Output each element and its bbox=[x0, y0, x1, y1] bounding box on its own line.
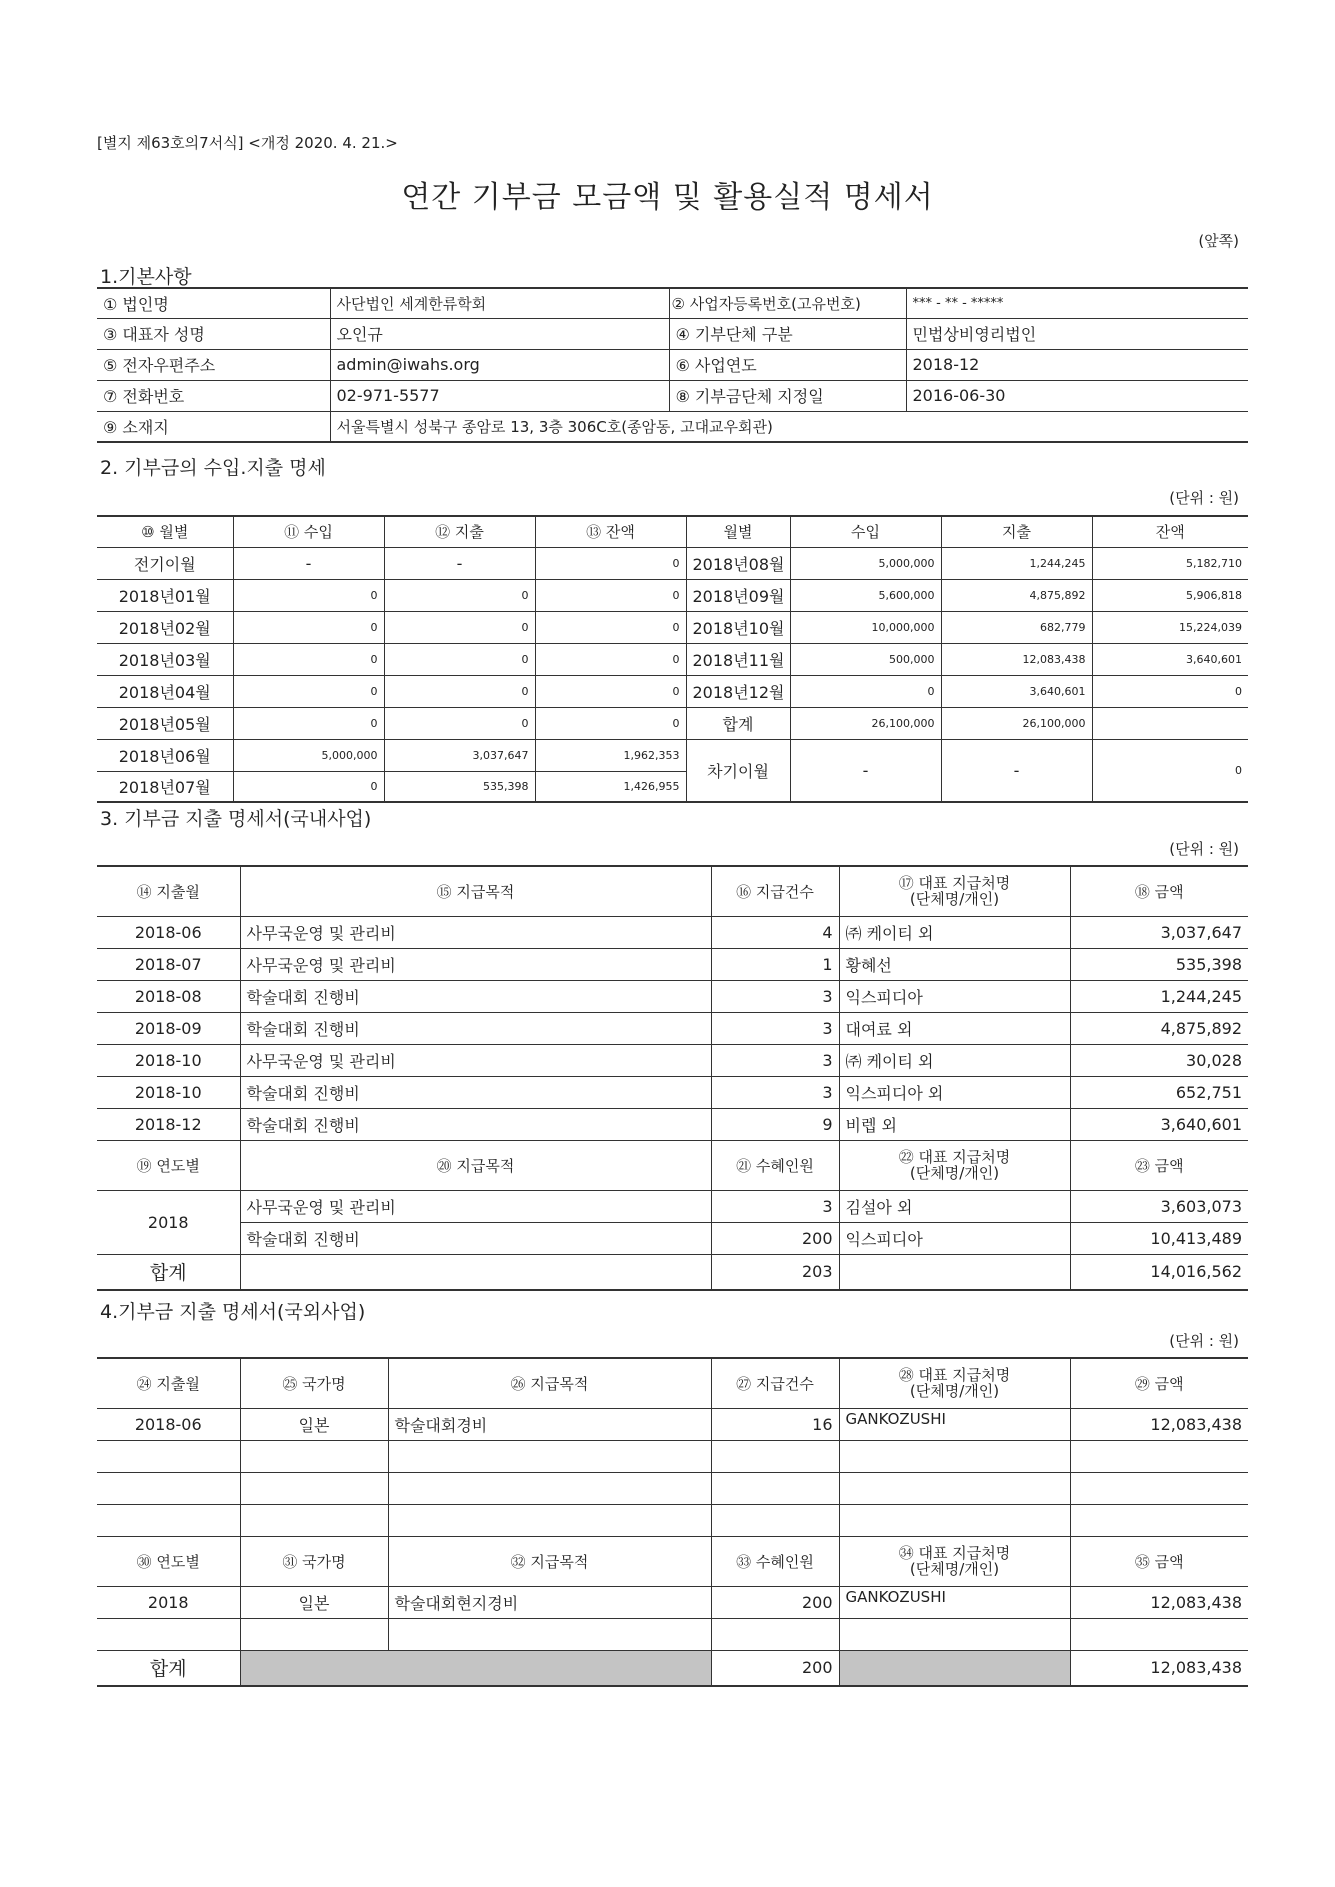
amount-cell: 30,028 bbox=[1070, 1044, 1248, 1076]
month-cell: 전기이월 bbox=[97, 547, 233, 579]
total-label: 합계 bbox=[97, 1650, 240, 1686]
expense-month-cell: 2018-06 bbox=[97, 916, 240, 948]
header-income: ⑪ 수입 bbox=[233, 516, 384, 547]
income-row bbox=[97, 739, 1248, 771]
empty-cell bbox=[839, 1472, 1070, 1504]
total-empty-cell bbox=[839, 1254, 1070, 1290]
header-purpose-year: ㉜ 지급목적 bbox=[388, 1536, 711, 1586]
month-cell: 2018년11월 bbox=[686, 643, 790, 675]
total-label: 합계 bbox=[97, 1254, 240, 1290]
empty-cell bbox=[711, 1440, 839, 1472]
payee-cell: 황혜선 bbox=[839, 948, 1070, 980]
month-cell: 2018년12월 bbox=[686, 675, 790, 707]
domestic-row bbox=[97, 1044, 1248, 1076]
header-balance: ⑬ 잔액 bbox=[535, 516, 686, 547]
basic-row bbox=[97, 411, 1248, 442]
header-month: ⑩ 월별 bbox=[97, 516, 233, 547]
domestic-unit: (단위 : 원) bbox=[1169, 840, 1239, 858]
country-cell: 일본 bbox=[240, 1586, 388, 1618]
header-expense-2: 지출 bbox=[941, 516, 1092, 547]
income-row bbox=[97, 611, 1248, 643]
amount-cell: 3,603,073 bbox=[1070, 1190, 1248, 1222]
header-payee-year bbox=[839, 1536, 1070, 1586]
total-beneficiaries: 200 bbox=[711, 1650, 839, 1686]
total-shaded-cell bbox=[240, 1650, 711, 1686]
empty-cell bbox=[240, 1472, 388, 1504]
balance-cell: 5,182,710 bbox=[1092, 547, 1248, 579]
label-designation-date: ⑧ 기부금단체 지정일 bbox=[669, 380, 906, 411]
domestic-row bbox=[97, 1076, 1248, 1108]
foreign-total-row bbox=[97, 1650, 1248, 1686]
domestic-row bbox=[97, 916, 1248, 948]
header-payee-line2: (단체명/개인) bbox=[909, 890, 1000, 909]
foreign-empty-row bbox=[97, 1472, 1248, 1504]
expense-cell: 3,640,601 bbox=[941, 675, 1092, 707]
label-representative: ③ 대표자 성명 bbox=[97, 318, 330, 349]
month-cell: 2018년07월 bbox=[97, 771, 233, 802]
payee-cell: 비렙 외 bbox=[839, 1108, 1070, 1140]
header-income-2: 수입 bbox=[790, 516, 941, 547]
income-row bbox=[97, 707, 1248, 739]
header-count: ㉗ 지급건수 bbox=[711, 1358, 839, 1408]
income-cell: 5,000,000 bbox=[790, 547, 941, 579]
empty-cell bbox=[388, 1618, 711, 1650]
domestic-row bbox=[97, 1108, 1248, 1140]
basic-row bbox=[97, 288, 1248, 318]
empty-cell bbox=[711, 1618, 839, 1650]
income-cell: 0 bbox=[233, 579, 384, 611]
balance-cell: 3,640,601 bbox=[1092, 643, 1248, 675]
expense-cell: 535,398 bbox=[384, 771, 535, 802]
total-amount: 12,083,438 bbox=[1070, 1650, 1248, 1686]
payee-cell: ㈜ 케이티 외 bbox=[839, 1044, 1070, 1076]
header-year: ⑲ 연도별 bbox=[97, 1140, 240, 1190]
section-basic-title: 1.기본사항 bbox=[100, 266, 192, 288]
header-month-2: 월별 bbox=[686, 516, 790, 547]
balance-total-cell bbox=[1092, 707, 1248, 739]
count-cell: 9 bbox=[711, 1108, 839, 1140]
header-amount: ㉙ 금액 bbox=[1070, 1358, 1248, 1408]
income-cell: 5,600,000 bbox=[790, 579, 941, 611]
label-donor-type: ④ 기부단체 구분 bbox=[669, 318, 906, 349]
income-cell: 0 bbox=[233, 707, 384, 739]
month-cell: 2018년08월 bbox=[686, 547, 790, 579]
header-amount-year: ㉓ 금액 bbox=[1070, 1140, 1248, 1190]
foreign-header-row bbox=[97, 1358, 1248, 1408]
domestic-header-row bbox=[97, 866, 1248, 916]
count-cell: 3 bbox=[711, 1044, 839, 1076]
income-table bbox=[97, 515, 1248, 803]
balance-cell: 0 bbox=[535, 643, 686, 675]
income-cell: 10,000,000 bbox=[790, 611, 941, 643]
header-payee-year-line2: (단체명/개인) bbox=[909, 1164, 1000, 1182]
amount-cell: 652,751 bbox=[1070, 1076, 1248, 1108]
expense-cell: 3,037,647 bbox=[384, 739, 535, 771]
value-representative: 오인규 bbox=[330, 318, 669, 349]
expense-month-cell: 2018-12 bbox=[97, 1108, 240, 1140]
empty-cell bbox=[839, 1618, 1070, 1650]
empty-cell bbox=[711, 1472, 839, 1504]
section-income-title: 2. 기부금의 수입.지출 명세 bbox=[100, 457, 326, 479]
expense-total-cell: 26,100,000 bbox=[941, 707, 1092, 739]
month-cell: 2018년01월 bbox=[97, 579, 233, 611]
header-count: ⑯ 지급건수 bbox=[711, 866, 839, 916]
header-payee-year-line1: ㉞ 대표 지급처명 bbox=[898, 1544, 1011, 1562]
count-cell: 3 bbox=[711, 1012, 839, 1044]
beneficiaries-cell: 200 bbox=[711, 1586, 839, 1618]
total-label-cell: 합계 bbox=[686, 707, 790, 739]
count-cell: 4 bbox=[711, 916, 839, 948]
income-cell: - bbox=[233, 547, 384, 579]
carry-forward-label: 차기이월 bbox=[686, 739, 790, 802]
month-cell: 2018년05월 bbox=[97, 707, 233, 739]
income-total-cell: 26,100,000 bbox=[790, 707, 941, 739]
amount-cell: 1,244,245 bbox=[1070, 980, 1248, 1012]
payee-cell: 익스피디아 bbox=[839, 1222, 1070, 1254]
value-email: admin@iwahs.org bbox=[330, 349, 669, 380]
foreign-empty-row bbox=[97, 1618, 1248, 1650]
income-cell: 5,000,000 bbox=[233, 739, 384, 771]
domestic-row bbox=[97, 948, 1248, 980]
label-corp-name: ① 법인명 bbox=[97, 288, 330, 318]
amount-cell: 535,398 bbox=[1070, 948, 1248, 980]
count-cell: 1 bbox=[711, 948, 839, 980]
header-amount: ⑱ 금액 bbox=[1070, 866, 1248, 916]
value-fiscal-year: 2018-12 bbox=[906, 349, 1248, 380]
empty-cell bbox=[97, 1472, 240, 1504]
empty-cell bbox=[711, 1504, 839, 1536]
expense-cell: 1,244,245 bbox=[941, 547, 1092, 579]
amount-cell: 10,413,489 bbox=[1070, 1222, 1248, 1254]
payee-cell: 익스피디아 bbox=[839, 980, 1070, 1012]
header-expense-month: ㉔ 지출월 bbox=[97, 1358, 240, 1408]
foreign-unit: (단위 : 원) bbox=[1169, 1332, 1239, 1350]
header-payee-line2: (단체명/개인) bbox=[909, 1382, 1000, 1401]
payee-cell: ㈜ 케이티 외 bbox=[839, 916, 1070, 948]
purpose-cell: 사무국운영 및 관리비 bbox=[240, 1044, 711, 1076]
income-row bbox=[97, 579, 1248, 611]
section-domestic-title: 3. 기부금 지출 명세서(국내사업) bbox=[100, 808, 372, 830]
empty-cell bbox=[1070, 1618, 1248, 1650]
empty-cell bbox=[1070, 1504, 1248, 1536]
empty-cell bbox=[97, 1504, 240, 1536]
purpose-cell: 사무국운영 및 관리비 bbox=[240, 916, 711, 948]
header-expense-month: ⑭ 지출월 bbox=[97, 866, 240, 916]
header-country-year: ㉛ 국가명 bbox=[240, 1536, 388, 1586]
month-cell: 2018년06월 bbox=[97, 739, 233, 771]
expense-month-cell: 2018-09 bbox=[97, 1012, 240, 1044]
label-email: ⑤ 전자우편주소 bbox=[97, 349, 330, 380]
balance-cell: 1,962,353 bbox=[535, 739, 686, 771]
purpose-cell: 사무국운영 및 관리비 bbox=[240, 1190, 711, 1222]
empty-cell bbox=[839, 1504, 1070, 1536]
beneficiaries-cell: 200 bbox=[711, 1222, 839, 1254]
empty-cell bbox=[240, 1440, 388, 1472]
value-donor-type: 민법상비영리법인 bbox=[906, 318, 1248, 349]
domestic-row bbox=[97, 1012, 1248, 1044]
balance-cell: 0 bbox=[535, 707, 686, 739]
expense-month-cell: 2018-10 bbox=[97, 1044, 240, 1076]
count-cell: 16 bbox=[711, 1408, 839, 1440]
beneficiaries-cell: 3 bbox=[711, 1190, 839, 1222]
header-beneficiaries: ㉝ 수혜인원 bbox=[711, 1536, 839, 1586]
empty-cell bbox=[1070, 1440, 1248, 1472]
foreign-row bbox=[97, 1408, 1248, 1440]
carry-forward-income: - bbox=[790, 739, 941, 802]
income-cell: 0 bbox=[790, 675, 941, 707]
domestic-total-row bbox=[97, 1254, 1248, 1290]
amount-cell: 12,083,438 bbox=[1070, 1408, 1248, 1440]
header-country: ㉕ 국가명 bbox=[240, 1358, 388, 1408]
value-designation-date: 2016-06-30 bbox=[906, 380, 1248, 411]
expense-cell: 0 bbox=[384, 579, 535, 611]
expense-cell: 0 bbox=[384, 707, 535, 739]
balance-cell: 1,426,955 bbox=[535, 771, 686, 802]
header-payee-year-line2: (단체명/개인) bbox=[909, 1560, 1000, 1578]
year-cell: 2018 bbox=[97, 1190, 240, 1254]
expense-cell: 682,779 bbox=[941, 611, 1092, 643]
income-unit: (단위 : 원) bbox=[1169, 489, 1239, 507]
basic-row bbox=[97, 349, 1248, 380]
foreign-table bbox=[97, 1357, 1248, 1687]
expense-month-cell: 2018-10 bbox=[97, 1076, 240, 1108]
page-side-label: (앞쪽) bbox=[1198, 232, 1239, 250]
value-corp-name: 사단법인 세계한류학회 bbox=[330, 288, 669, 318]
expense-cell: 12,083,438 bbox=[941, 643, 1092, 675]
income-cell: 0 bbox=[233, 771, 384, 802]
expense-cell: - bbox=[384, 547, 535, 579]
expense-cell: 0 bbox=[384, 643, 535, 675]
document-title: 연간 기부금 모금액 및 활용실적 명세서 bbox=[401, 180, 934, 215]
expense-month-cell: 2018-08 bbox=[97, 980, 240, 1012]
carry-forward-expense: - bbox=[941, 739, 1092, 802]
income-cell: 500,000 bbox=[790, 643, 941, 675]
balance-cell: 0 bbox=[535, 611, 686, 643]
month-cell: 2018년04월 bbox=[97, 675, 233, 707]
empty-cell bbox=[839, 1440, 1070, 1472]
income-cell: 0 bbox=[233, 675, 384, 707]
empty-cell bbox=[388, 1440, 711, 1472]
amount-cell: 12,083,438 bbox=[1070, 1586, 1248, 1618]
domestic-table bbox=[97, 865, 1248, 1291]
purpose-cell: 학술대회현지경비 bbox=[388, 1586, 711, 1618]
income-cell: 0 bbox=[233, 611, 384, 643]
foreign-empty-row bbox=[97, 1504, 1248, 1536]
empty-cell bbox=[240, 1618, 388, 1650]
foreign-empty-row bbox=[97, 1440, 1248, 1472]
expense-cell: 0 bbox=[384, 611, 535, 643]
income-row bbox=[97, 643, 1248, 675]
expense-cell: 0 bbox=[384, 675, 535, 707]
empty-cell bbox=[97, 1440, 240, 1472]
basic-row bbox=[97, 318, 1248, 349]
header-beneficiaries: ㉑ 수혜인원 bbox=[711, 1140, 839, 1190]
purpose-cell: 학술대회 진행비 bbox=[240, 1012, 711, 1044]
amount-cell: 4,875,892 bbox=[1070, 1012, 1248, 1044]
label-fiscal-year: ⑥ 사업연도 bbox=[669, 349, 906, 380]
label-address: ⑨ 소재지 bbox=[97, 411, 330, 442]
value-address: 서울특별시 성북구 종암로 13, 3층 306C호(종암동, 고대교우회관) bbox=[330, 411, 1248, 442]
domestic-year-row bbox=[97, 1222, 1248, 1254]
basic-info-table bbox=[97, 287, 1248, 443]
balance-cell: 0 bbox=[535, 675, 686, 707]
header-amount-year: ㉟ 금액 bbox=[1070, 1536, 1248, 1586]
total-beneficiaries: 203 bbox=[711, 1254, 839, 1290]
header-payee bbox=[839, 866, 1070, 916]
balance-cell: 0 bbox=[535, 579, 686, 611]
basic-row bbox=[97, 380, 1248, 411]
purpose-cell: 학술대회 진행비 bbox=[240, 1108, 711, 1140]
foreign-year-row bbox=[97, 1586, 1248, 1618]
label-phone: ⑦ 전화번호 bbox=[97, 380, 330, 411]
section-foreign-title: 4.기부금 지출 명세서(국외사업) bbox=[100, 1301, 366, 1323]
header-purpose-year: ⑳ 지급목적 bbox=[240, 1140, 711, 1190]
domestic-year-row bbox=[97, 1190, 1248, 1222]
balance-cell: 0 bbox=[1092, 675, 1248, 707]
header-payee-line1: ㉘ 대표 지급처명 bbox=[898, 1366, 1011, 1385]
header-year: ㉚ 연도별 bbox=[97, 1536, 240, 1586]
expense-month-cell: 2018-06 bbox=[97, 1408, 240, 1440]
month-cell: 2018년02월 bbox=[97, 611, 233, 643]
payee-cell: 대여료 외 bbox=[839, 1012, 1070, 1044]
income-row bbox=[97, 675, 1248, 707]
expense-cell: 4,875,892 bbox=[941, 579, 1092, 611]
payee-cell: 익스피디아 외 bbox=[839, 1076, 1070, 1108]
header-payee-year-line1: ㉒ 대표 지급처명 bbox=[898, 1148, 1011, 1166]
year-cell: 2018 bbox=[97, 1586, 240, 1618]
payee-cell: GANKOZUSHI bbox=[839, 1408, 1070, 1440]
purpose-cell: 학술대회 진행비 bbox=[240, 980, 711, 1012]
carry-forward-balance: 0 bbox=[1092, 739, 1248, 802]
total-shaded-cell bbox=[839, 1650, 1070, 1686]
total-empty-cell bbox=[240, 1254, 711, 1290]
value-phone: 02-971-5577 bbox=[330, 380, 669, 411]
header-purpose: ㉖ 지급목적 bbox=[388, 1358, 711, 1408]
income-row bbox=[97, 547, 1248, 579]
empty-cell bbox=[388, 1472, 711, 1504]
amount-cell: 3,640,601 bbox=[1070, 1108, 1248, 1140]
header-purpose: ⑮ 지급목적 bbox=[240, 866, 711, 916]
count-cell: 3 bbox=[711, 980, 839, 1012]
purpose-cell: 학술대회 진행비 bbox=[240, 1222, 711, 1254]
domestic-year-header-row bbox=[97, 1140, 1248, 1190]
purpose-cell: 사무국운영 및 관리비 bbox=[240, 948, 711, 980]
balance-cell: 15,224,039 bbox=[1092, 611, 1248, 643]
form-number: [별지 제63호의7서식] <개정 2020. 4. 21.> bbox=[97, 134, 398, 152]
expense-month-cell: 2018-07 bbox=[97, 948, 240, 980]
month-cell: 2018년03월 bbox=[97, 643, 233, 675]
empty-cell bbox=[388, 1504, 711, 1536]
label-business-no: ② 사업자등록번호(고유번호) bbox=[669, 288, 906, 318]
month-cell: 2018년09월 bbox=[686, 579, 790, 611]
empty-cell bbox=[240, 1504, 388, 1536]
purpose-cell: 학술대회경비 bbox=[388, 1408, 711, 1440]
total-amount: 14,016,562 bbox=[1070, 1254, 1248, 1290]
value-business-no: *** - ** - ***** bbox=[906, 288, 1248, 318]
count-cell: 3 bbox=[711, 1076, 839, 1108]
foreign-year-header-row bbox=[97, 1536, 1248, 1586]
empty-cell bbox=[1070, 1472, 1248, 1504]
month-cell: 2018년10월 bbox=[686, 611, 790, 643]
income-cell: 0 bbox=[233, 643, 384, 675]
domestic-row bbox=[97, 980, 1248, 1012]
balance-cell: 5,906,818 bbox=[1092, 579, 1248, 611]
empty-cell bbox=[97, 1618, 240, 1650]
header-payee-year bbox=[839, 1140, 1070, 1190]
header-expense: ⑫ 지출 bbox=[384, 516, 535, 547]
payee-cell: 김설아 외 bbox=[839, 1190, 1070, 1222]
amount-cell: 3,037,647 bbox=[1070, 916, 1248, 948]
header-payee-line1: ⑰ 대표 지급처명 bbox=[898, 874, 1011, 893]
country-cell: 일본 bbox=[240, 1408, 388, 1440]
income-header-row bbox=[97, 516, 1248, 547]
payee-cell: GANKOZUSHI bbox=[839, 1586, 1070, 1618]
balance-cell: 0 bbox=[535, 547, 686, 579]
header-balance-2: 잔액 bbox=[1092, 516, 1248, 547]
purpose-cell: 학술대회 진행비 bbox=[240, 1076, 711, 1108]
header-payee bbox=[839, 1358, 1070, 1408]
